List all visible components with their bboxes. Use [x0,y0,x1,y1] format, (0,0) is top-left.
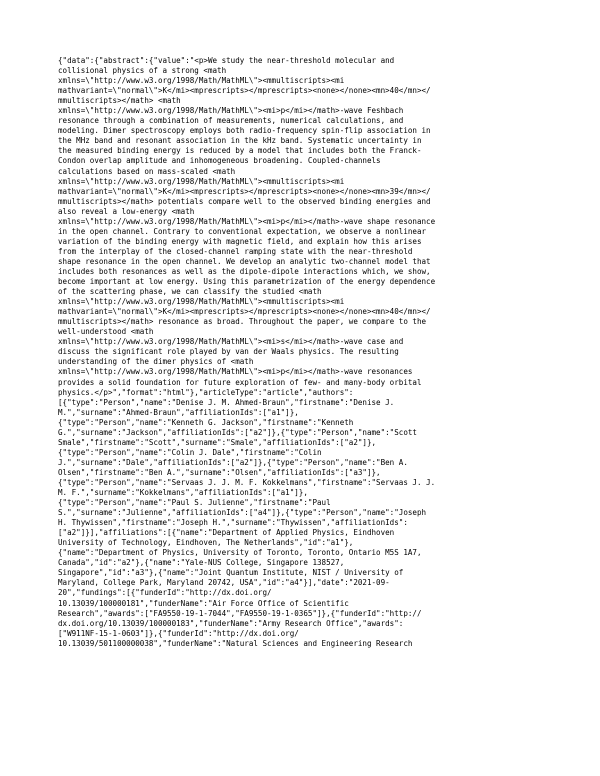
text-line: provides a solid foundation for future exploration of few- and many-body orbital [58,377,422,387]
text-line: xmlns=\"http://www.w3.org/1998/Math/MathML\"><mi>p</mi></math>-wave shape resonance [58,216,436,226]
text-line: dx.doi.org/10.13039/100000183","funderName":"Army Research Office","awards": [58,618,404,628]
text-line: M. F.","surname":"Kokkelmans","affiliationIds":["a1"]}, [58,488,308,498]
text-line: 10.13039/100000181","funderName":"Air Force Office of Scientific [58,598,349,608]
text-line: mmultiscripts></math> resonance as broad. Throughout the paper, we compare to the [58,317,427,327]
text-line: mathvariant=\"normal\">K</mi><mprescripts></mprescripts><none></none><mn>40</mn></ [58,307,431,317]
text-line: 20","fundings":[{"funderId":"http://dx.doi.org/ [58,588,272,598]
raw-json-text [58,56,544,649]
text-line: calculations based on mass-scaled <math [58,166,236,176]
text-line: Singapore","id":"a3"},{"name":"Joint Quantum Institute, NIST / University of [58,568,404,578]
text-line: xmlns=\"http://www.w3.org/1998/Math/MathML\"><mmultiscripts><mi [58,176,345,186]
text-line: xmlns=\"http://www.w3.org/1998/Math/MathML\"><mi>p</mi></math>-wave resonances [58,367,413,377]
text-line: mathvariant=\"normal\">K</mi><mprescripts></mprescripts><none></none><mn>39</mn></ [58,186,431,196]
text-line: physics.</p>","format":"html"},"articleType":"article","authors": [58,387,354,397]
text-line: University of Technology, Eindhoven, The Netherlands","id":"a1"}, [58,538,354,548]
text-line: {"data":{"abstract":{"value":"<p>We study the near-threshold molecular and [58,56,395,65]
text-line: also reveal a low-energy <math [58,206,195,216]
text-line: G.","surname":"Jackson","affiliationIds":["a2"]},{"type":"Person","name":"Scott [58,427,417,437]
text-line: Olsen","firstname":"Ben A.","surname":"Olsen","affiliationIds":["a3"]}, [58,467,381,477]
text-line: mmultiscripts></math> potentials compare well to the observed binding energies and [58,196,431,206]
text-line: from the interplay of the closed-channel ramping state with the near-threshold [58,246,413,256]
text-line: shape resonance in the open channel. We develop an analytic two-channel model that [58,256,431,266]
text-line: resonance through a combination of measurements, numerical calculations, and [58,116,404,126]
text-line: xmlns=\"http://www.w3.org/1998/Math/MathML\"><mmultiscripts><mi [58,76,345,86]
text-line: ["a2"]}],"affiliations":[{"name":"Department of Applied Physics, Eindhoven [58,528,395,538]
text-line: in the open channel. Contrary to conventional expectation, we observe a nonlinear [58,226,427,236]
text-line: the measured binding energy is reduced by a model that includes both the Franck- [58,146,422,156]
text-line: Maryland, College Park, Maryland 20742, USA","id":"a4"}],"date":"2021-09- [58,578,390,588]
text-line: xmlns=\"http://www.w3.org/1998/Math/MathML\"><mmultiscripts><mi [58,297,345,307]
text-line: the MHz band and resonant association in the kHz band. Systematic uncertainty in [58,136,422,146]
text-line: Condon overlap amplitude and inhomogeneous broadening. Coupled-channels [58,156,381,166]
text-line: {"type":"Person","name":"Paul S. Julienne","firstname":"Paul [58,498,331,508]
document-page [58,56,544,649]
text-line: {"name":"Department of Physics, University of Toronto, Toronto, Ontario M5S 1A7, [58,548,422,558]
text-line: Smale","firstname":"Scott","surname":"Smale","affiliationIds":["a2"]}, [58,437,377,447]
text-line: of the scattering phase, we can classify the studied <math [58,287,322,297]
text-line: well-understood <math [58,327,154,337]
text-line: modeling. Dimer spectroscopy employs both radio-frequency spin-flip association in [58,126,431,136]
text-line: understanding of the dimer physics of <math [58,357,254,367]
text-line: ["W911NF-15-1-0603"]},{"funderId":"http://dx.doi.org/ [58,628,299,638]
text-line: M.","surname":"Ahmed-Braun","affiliationIds":["a1"]}, [58,407,299,417]
text-line: {"type":"Person","name":"Kenneth G. Jackson","firstname":"Kenneth [58,417,354,427]
text-line: includes both resonances as well as the dipole-dipole interactions which, we show, [58,266,431,276]
text-line: mmultiscripts></math> <math [58,96,181,106]
text-line: collisional physics of a strong <math [58,66,227,76]
text-line: xmlns=\"http://www.w3.org/1998/Math/MathML\"><mi>s</mi></math>-wave case and [58,337,404,347]
text-line: Research","awards":["FA9550-19-1-7044","FA9550-19-1-0365"]},{"funderId":"http:// [58,608,422,618]
text-line: H. Thywissen","firstname":"Joseph H.","surname":"Thywissen","affiliationIds": [58,518,408,528]
text-line: {"type":"Person","name":"Colin J. Dale","firstname":"Colin [58,447,322,457]
text-line: xmlns=\"http://www.w3.org/1998/Math/MathML\"><mi>p</mi></math>-wave Feshbach [58,106,404,116]
text-line: [{"type":"Person","name":"Denise J. M. Ahmed-Braun","firstname":"Denise J. [58,397,395,407]
text-line: become important at low energy. Using this parametrization of the energy dependence [58,277,436,287]
text-line: Canada","id":"a2"},{"name":"Yale-NUS College, Singapore 138527, [58,558,345,568]
text-line: variation of the binding energy with magnetic field, and explain how this arises [58,236,422,246]
text-line: discuss the significant role played by van der Waals physics. The resulting [58,347,399,357]
text-line: J.","surname":"Dale","affiliationIds":["a2"]},{"type":"Person","name":"Ben A. [58,457,408,467]
text-line: {"type":"Person","name":"Servaas J. J. M. F. Kokkelmans","firstname":"Servaas J. J. [58,477,436,487]
text-line: S.","surname":"Julienne","affiliationIds":["a4"]},{"type":"Person","name":"Joseph [58,508,427,518]
text-line: 10.13039/501100000038","funderName":"Natural Sciences and Engineering Research [58,638,413,648]
text-line: mathvariant=\"normal\">K</mi><mprescripts></mprescripts><none></none><mn>40</mn></ [58,86,431,96]
